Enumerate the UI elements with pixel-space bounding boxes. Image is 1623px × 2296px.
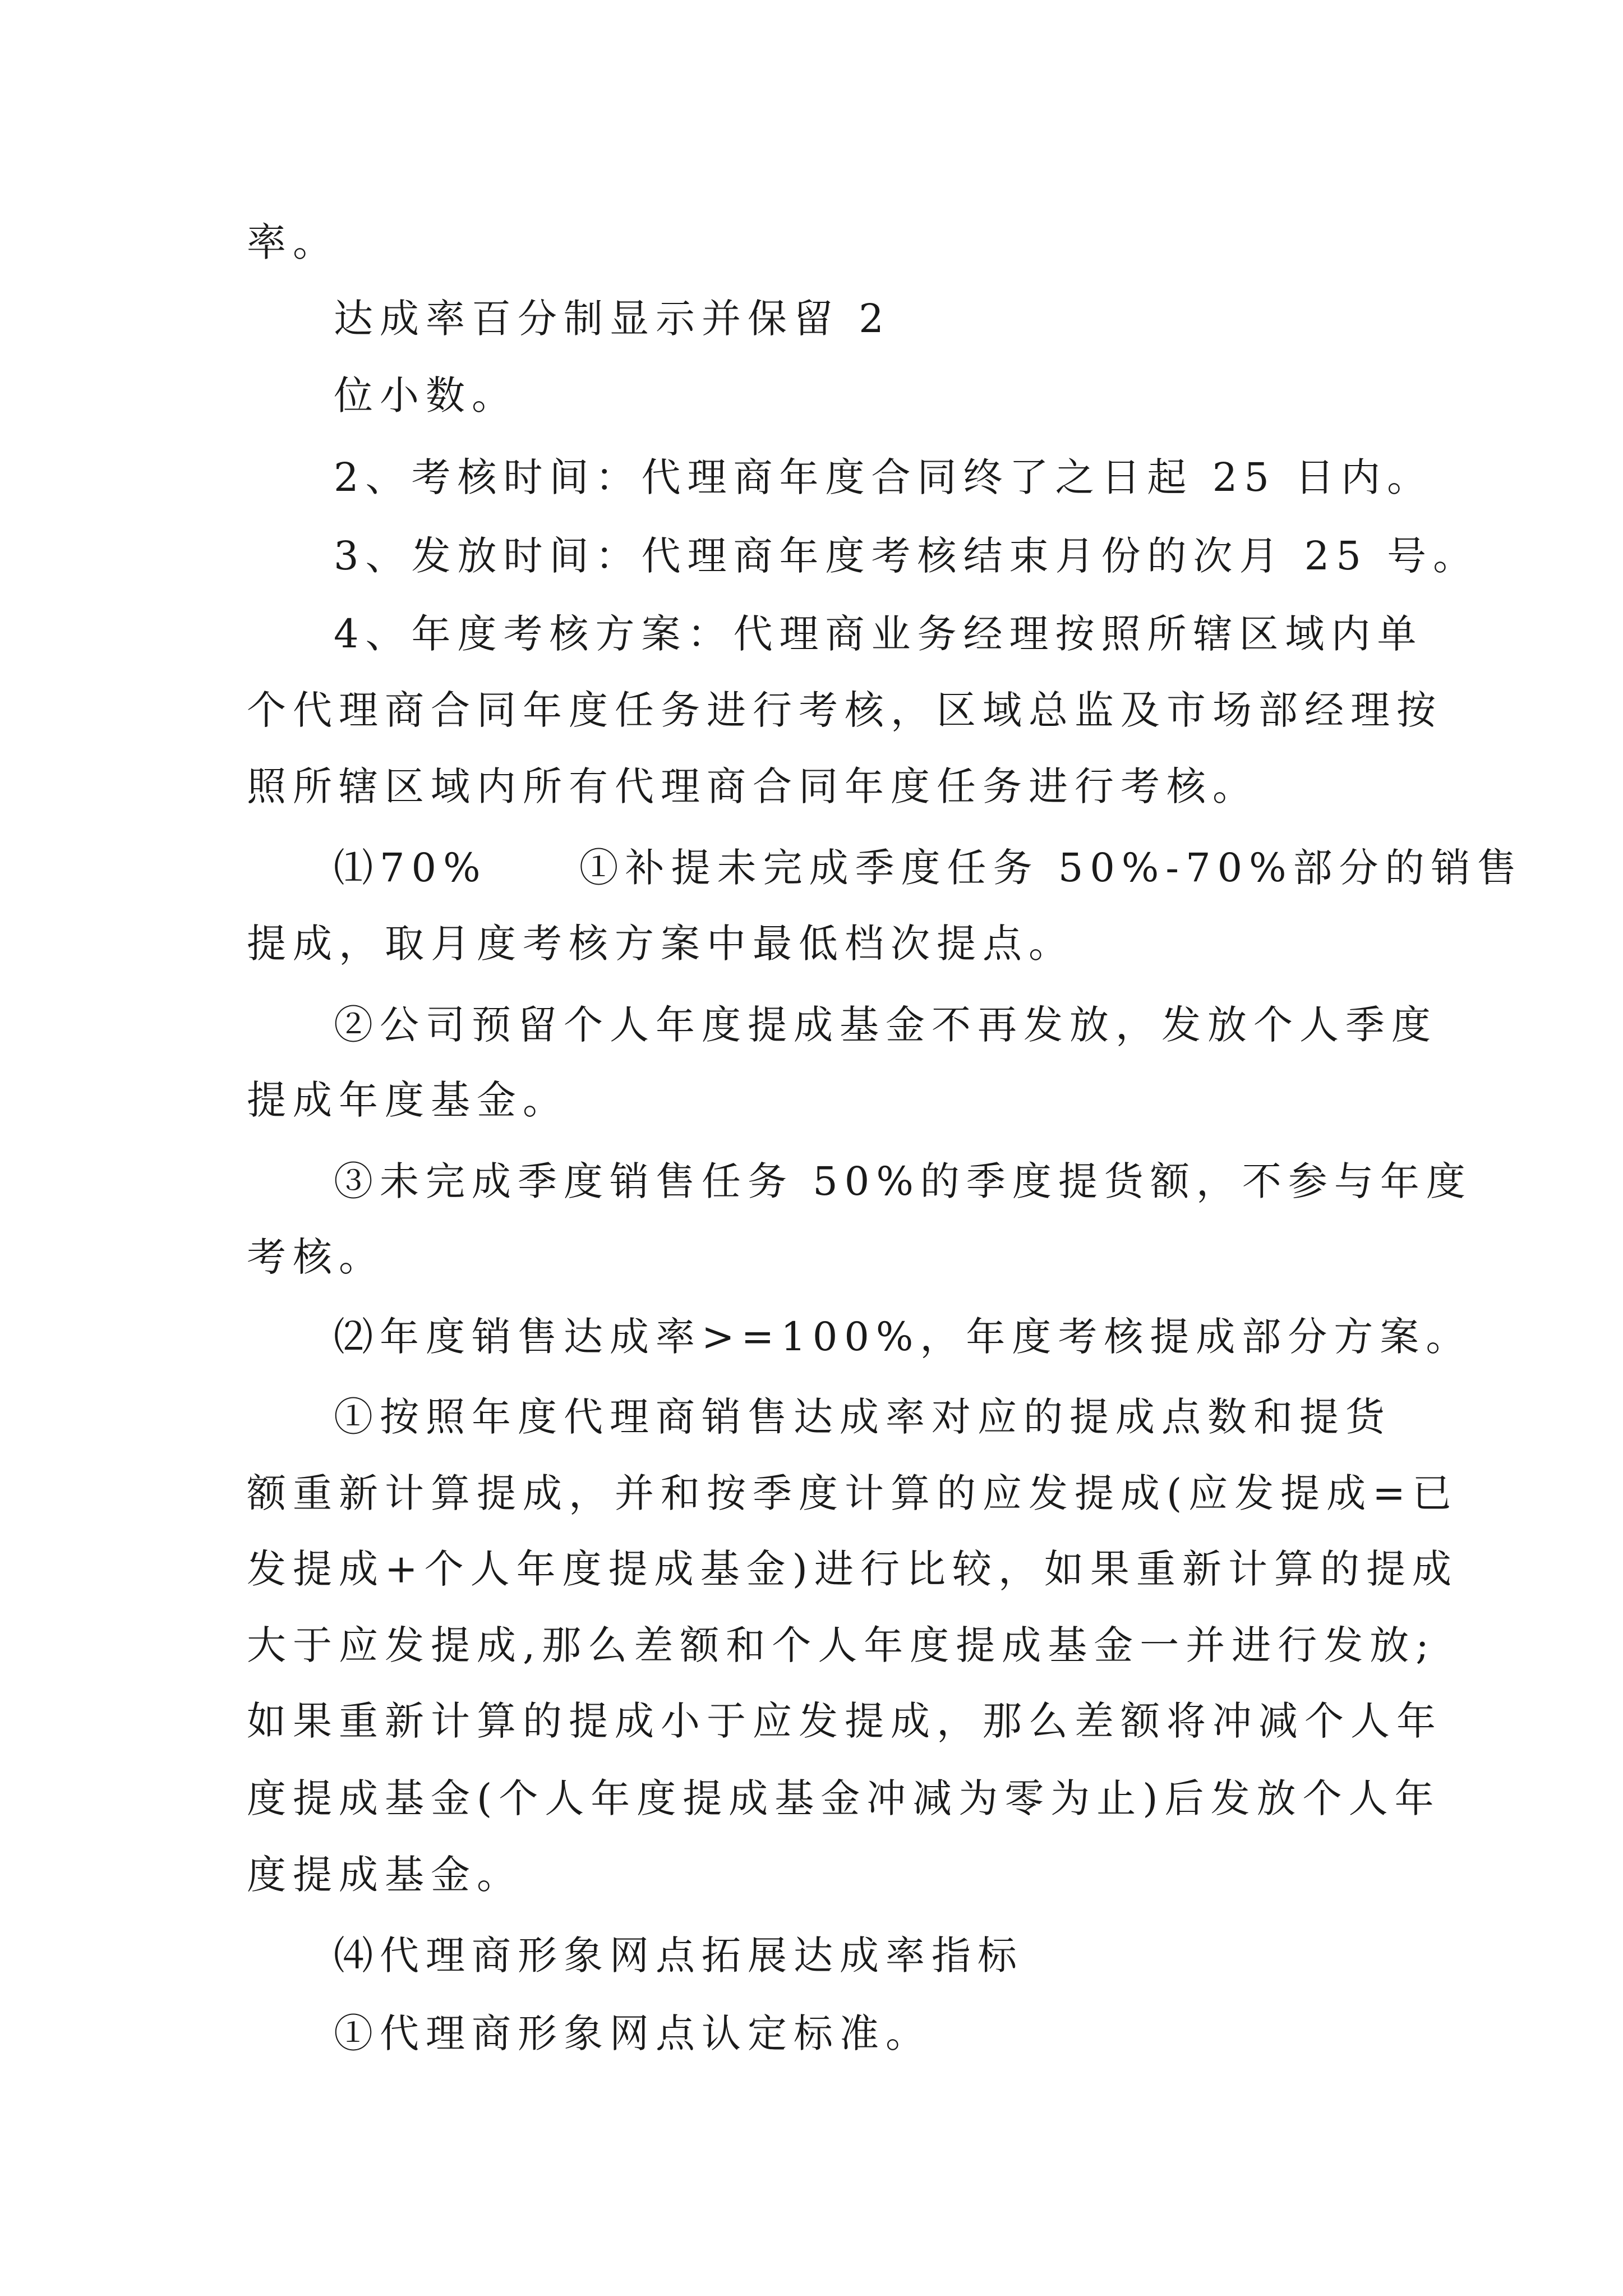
text-line: ⑵年度销售达成率>=100%，年度考核提成部分方案。 <box>334 1314 1472 1360</box>
text-line: 发提成+个人年度提成基金)进行比较，如果重新计算的提成 <box>247 1546 1458 1592</box>
text-line: 提成，取月度考核方案中最低档次提点。 <box>247 921 1075 967</box>
text-line: 提成年度基金。 <box>247 1077 569 1123</box>
text-line: ②公司预留个人年度提成基金不再发放，发放个人季度 <box>334 1002 1437 1048</box>
text-line: ③未完成季度销售任务 50%的季度提货额，不参与年度 <box>334 1158 1472 1204</box>
text-line: 个代理商合同年度任务进行考核，区域总监及市场部经理按 <box>247 687 1442 733</box>
text-line: 如果重新计算的提成小于应发提成，那么差额将冲减个人年 <box>247 1698 1442 1744</box>
text-line: 大于应发提成,那么差额和个人年度提成基金一并进行发放; <box>247 1622 1436 1668</box>
text-line: 率。 <box>247 219 339 265</box>
text-line: 度提成基金。 <box>247 1852 523 1898</box>
text-line: ⑴70% ①补提未完成季度任务 50%-70%部分的销售 <box>334 845 1523 891</box>
text-line: 考核。 <box>247 1234 385 1280</box>
text-line: ①代理商形象网点认定标准。 <box>334 2010 932 2056</box>
text-line: 2、考核时间：代理商年度合同终了之日起 25 日内。 <box>334 454 1433 500</box>
text-line: 照所辖区域内所有代理商合同年度任务进行考核。 <box>247 763 1258 809</box>
text-line: 4、年度考核方案：代理商业务经理按照所辖区域内单 <box>334 611 1423 657</box>
text-line: 度提成基金(个人年度提成基金冲减为零为止)后发放个人年 <box>247 1775 1441 1821</box>
text-line: 达成率百分制显示并保留 2 <box>334 296 891 342</box>
text-line: 位小数。 <box>334 372 518 418</box>
text-line: ⑷代理商形象网点拓展达成率指标 <box>334 1932 1023 1978</box>
text-line: ①按照年度代理商销售达成率对应的提成点数和提货 <box>334 1394 1391 1440</box>
text-line: 额重新计算提成，并和按季度计算的应发提成(应发提成=已 <box>247 1470 1458 1516</box>
text-line: 3、发放时间：代理商年度考核结束月份的次月 25 号。 <box>334 533 1479 579</box>
